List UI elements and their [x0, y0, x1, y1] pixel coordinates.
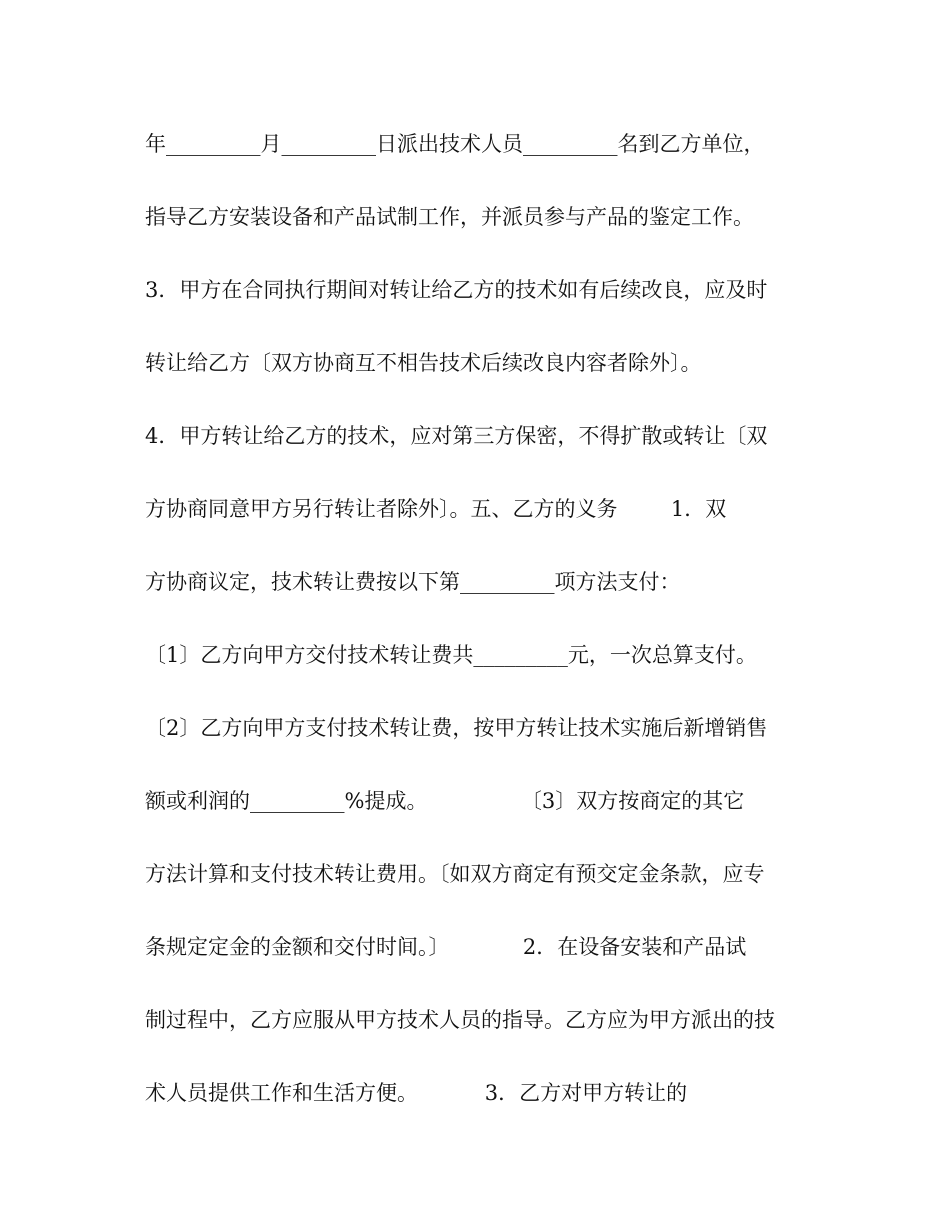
text-line-1: 年_________月_________日派出技术人员_________名到乙方单位，	[145, 132, 765, 156]
text-line-10: 额或利润的_________%提成。 〔3〕双方按商定的其它	[145, 789, 745, 813]
text-line-5: 4．甲方转让给乙方的技术，应对第三方保密，不得扩散或转让〔双	[145, 424, 768, 448]
text-line-4: 转让给乙方〔双方协商互不相告技术后续改良内容者除外〕。	[145, 351, 702, 375]
text-line-14: 术人员提供工作和生活方便。 3．乙方对甲方转让的	[145, 1081, 688, 1105]
text-line-11: 方法计算和支付技术转让费用。〔如双方商定有预交定金条款，应专	[145, 862, 765, 886]
text-line-13: 制过程中，乙方应服从甲方技术人员的指导。乙方应为甲方派出的技	[145, 1008, 775, 1032]
text-line-9: 〔2〕乙方向甲方支付技术转让费，按甲方转让技术实施后新增销售	[145, 716, 768, 740]
text-line-6: 方协商同意甲方另行转让者除外〕。五、乙方的义务 1．双	[145, 497, 727, 521]
text-line-2: 指导乙方安装设备和产品试制工作，并派员参与产品的鉴定工作。	[145, 205, 754, 229]
text-line-8: 〔1〕乙方向甲方交付技术转让费共_________元，一次总算支付。	[145, 643, 757, 667]
text-line-12: 条规定定金的金额和交付时间。〕 2．在设备安装和产品试	[145, 935, 747, 959]
text-line-7: 方协商议定，技术转让费按以下第_________项方法支付：	[145, 570, 681, 594]
text-line-3: 3．甲方在合同执行期间对转让给乙方的技术如有后续改良，应及时	[145, 278, 768, 302]
